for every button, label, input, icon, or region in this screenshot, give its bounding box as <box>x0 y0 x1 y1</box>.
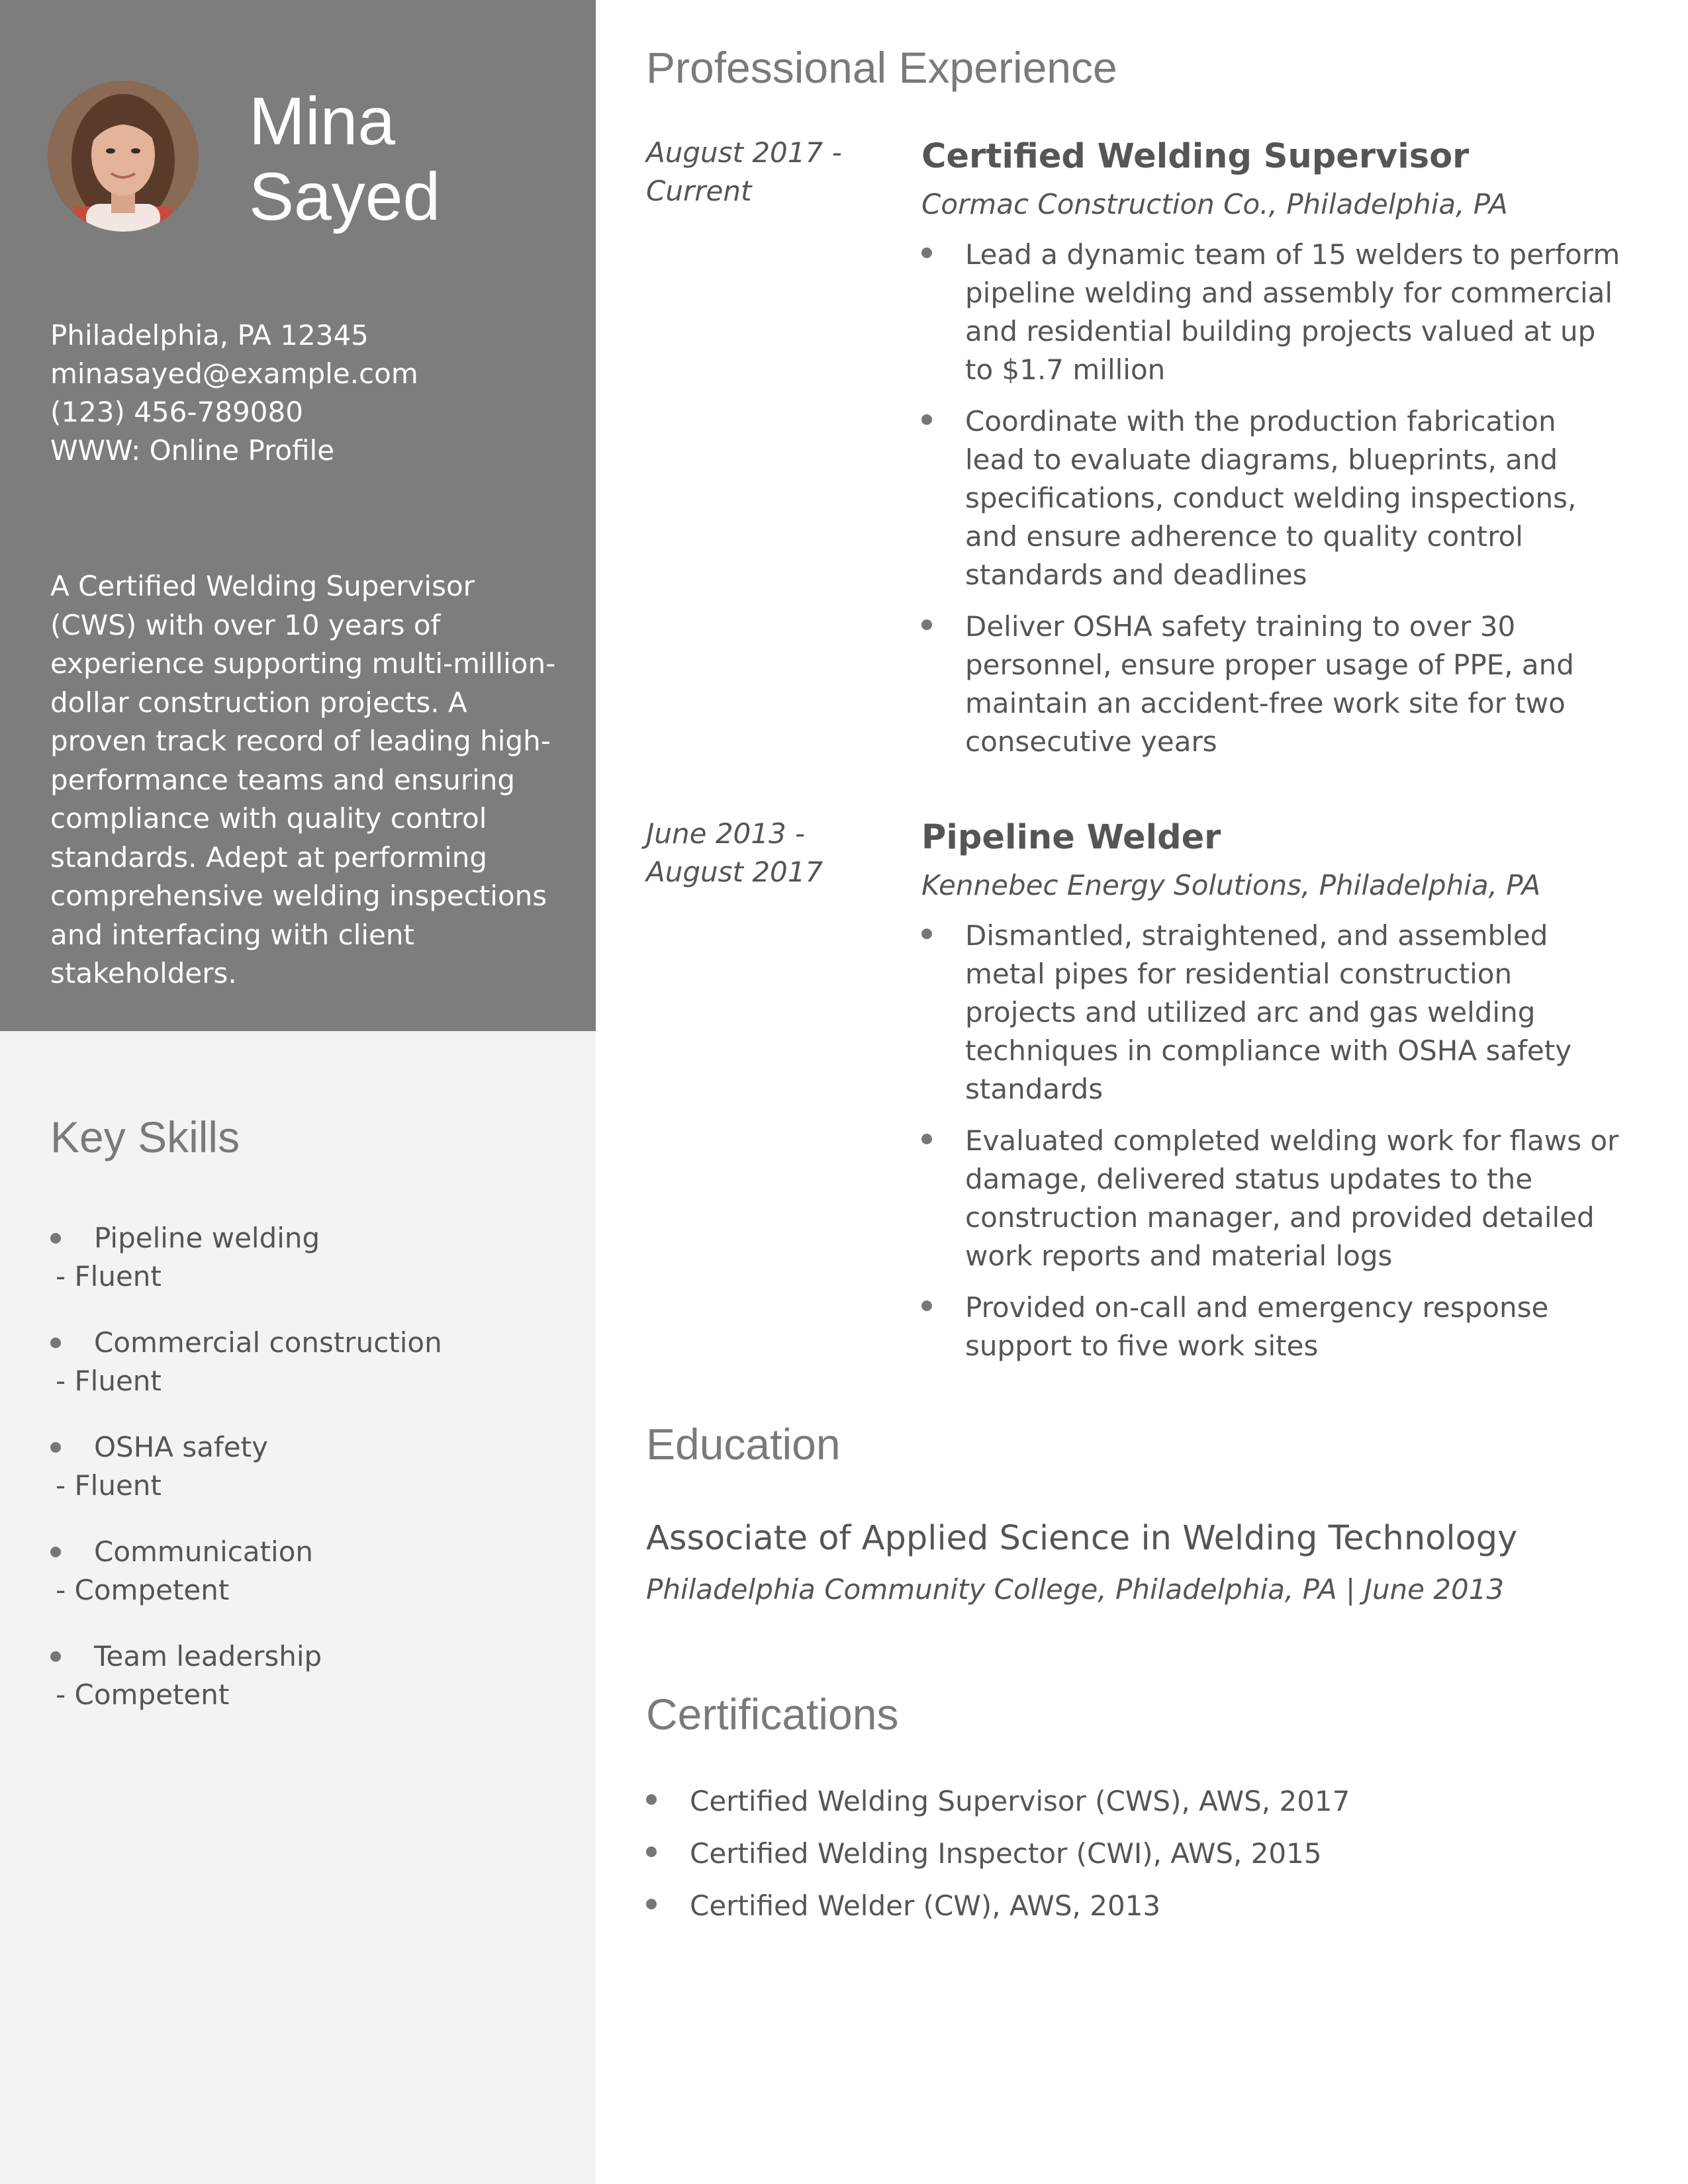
certifications-heading: Certifications <box>646 1690 899 1739</box>
job-bullet <box>921 1289 1623 1365</box>
job-dates <box>646 815 891 891</box>
job-bullet <box>921 236 1623 389</box>
contact-email[interactable]: minasayed@example.com <box>50 357 418 390</box>
job-date-start: June 2013 - <box>646 817 806 850</box>
skill-level: - Competent <box>56 1574 230 1606</box>
certification-item <box>646 1835 1350 1887</box>
bullet-icon <box>921 619 932 630</box>
job-date-start: August 2017 - <box>646 136 842 169</box>
certification-item <box>646 1782 1350 1835</box>
job-date-end: Current <box>646 175 752 207</box>
bullet-icon <box>646 1899 657 1909</box>
skills-list <box>50 1220 567 1743</box>
job-company: Cormac Construction Co., Philadelphia, PA <box>921 188 1508 220</box>
sidebar <box>0 0 596 2184</box>
certification-item <box>646 1887 1350 1939</box>
bullet-icon <box>50 1338 61 1348</box>
skill-level: - Fluent <box>56 1469 162 1502</box>
job-details <box>921 815 1623 1379</box>
certification-text: Certified Welder (CW), AWS, 2013 <box>690 1889 1161 1922</box>
job-bullet <box>921 608 1623 761</box>
skill-name: Communication <box>94 1535 314 1568</box>
job-bullet-text: Lead a dynamic team of 15 welders to perform pipeline welding and assembly for commercial and residential building projects valued at up to $1.7 million <box>965 238 1620 386</box>
first-name: Mina <box>249 83 396 159</box>
skill-level: - Competent <box>56 1678 230 1711</box>
bullet-icon <box>921 929 932 939</box>
skill-level: - Fluent <box>56 1365 162 1397</box>
job-title: Certified Welding Supervisor <box>921 137 1470 176</box>
skill-name: OSHA safety <box>94 1431 268 1463</box>
bullet-icon <box>646 1846 657 1857</box>
bullet-icon <box>646 1794 657 1805</box>
skill-name: Pipeline welding <box>94 1222 320 1254</box>
job-date-end: August 2017 <box>646 856 823 888</box>
profile-photo <box>48 81 199 232</box>
skill-name: Commercial construction <box>94 1326 442 1359</box>
avatar <box>48 81 199 232</box>
job-dates <box>646 134 891 210</box>
job-company: Kennebec Energy Solutions, Philadelphia, PA <box>921 869 1541 901</box>
skill-item <box>50 1429 567 1533</box>
contact-block <box>50 316 418 470</box>
bullet-icon <box>921 1134 932 1144</box>
job-bullet <box>921 402 1623 594</box>
skill-name: Team leadership <box>94 1640 322 1672</box>
last-name: Sayed <box>249 159 441 234</box>
job-bullet <box>921 917 1623 1109</box>
candidate-name <box>249 83 440 234</box>
bullet-icon <box>921 248 932 258</box>
bullet-icon <box>921 414 932 425</box>
education-heading: Education <box>646 1420 841 1469</box>
sidebar-profile-panel <box>0 0 596 1031</box>
contact-address: Philadelphia, PA 12345 <box>50 319 369 351</box>
education-degree: Associate of Applied Science in Welding Technology <box>646 1519 1518 1558</box>
contact-website[interactable]: WWW: Online Profile <box>50 434 335 467</box>
job-bullet-text: Deliver OSHA safety training to over 30 personnel, ensure proper usage of PPE, and maintain an accident-free work site for two consecutive years <box>965 610 1574 758</box>
skills-heading: Key Skills <box>50 1113 240 1161</box>
certification-text: Certified Welding Supervisor (CWS), AWS, 2017 <box>690 1785 1350 1817</box>
bullet-icon <box>50 1442 61 1453</box>
job-bullet-text: Dismantled, straightened, and assembled metal pipes for residential construction projects and utilized arc and gas welding techniques in compliance with OSHA safety standards <box>965 919 1572 1105</box>
job-bullet-text: Coordinate with the production fabrication lead to evaluate diagrams, blueprints, and specifications, conduct welding inspections, and ensure adherence to quality control standards and deadlines <box>965 405 1577 591</box>
certification-text: Certified Welding Inspector (CWI), AWS, 2015 <box>690 1837 1322 1870</box>
job-details <box>921 134 1623 774</box>
job-title: Pipeline Welder <box>921 818 1221 857</box>
certifications-list <box>646 1782 1350 1939</box>
professional-summary: A Certified Welding Supervisor (CWS) with over 10 years of experience supporting multi-million-dollar construction projects. A proven track record of leading high-performance teams and ensuring compliance with quality control standards. Adept at performing comprehensive welding inspections and interfacing with client stakeholders. <box>50 570 556 989</box>
skill-item <box>50 1324 567 1429</box>
job-bullet-text: Evaluated completed welding work for flaws or damage, delivered status updates to the construction manager, and provided detailed work reports and material logs <box>965 1124 1619 1272</box>
bullet-icon <box>50 1233 61 1244</box>
bullet-icon <box>50 1651 61 1662</box>
contact-phone: (123) 456-789080 <box>50 396 303 428</box>
skill-level: - Fluent <box>56 1260 162 1293</box>
skill-item <box>50 1220 567 1324</box>
job-bullet <box>921 1122 1623 1275</box>
job-bullets <box>921 917 1623 1365</box>
job-bullet-text: Provided on-call and emergency response support to five work sites <box>965 1291 1549 1362</box>
education-school: Philadelphia Community College, Philadelphia, PA | June 2013 <box>646 1573 1505 1606</box>
skill-item <box>50 1638 567 1743</box>
job-bullets <box>921 236 1623 761</box>
bullet-icon <box>50 1547 61 1557</box>
experience-heading: Professional Experience <box>646 43 1117 92</box>
skill-item <box>50 1533 567 1638</box>
bullet-icon <box>921 1300 932 1311</box>
